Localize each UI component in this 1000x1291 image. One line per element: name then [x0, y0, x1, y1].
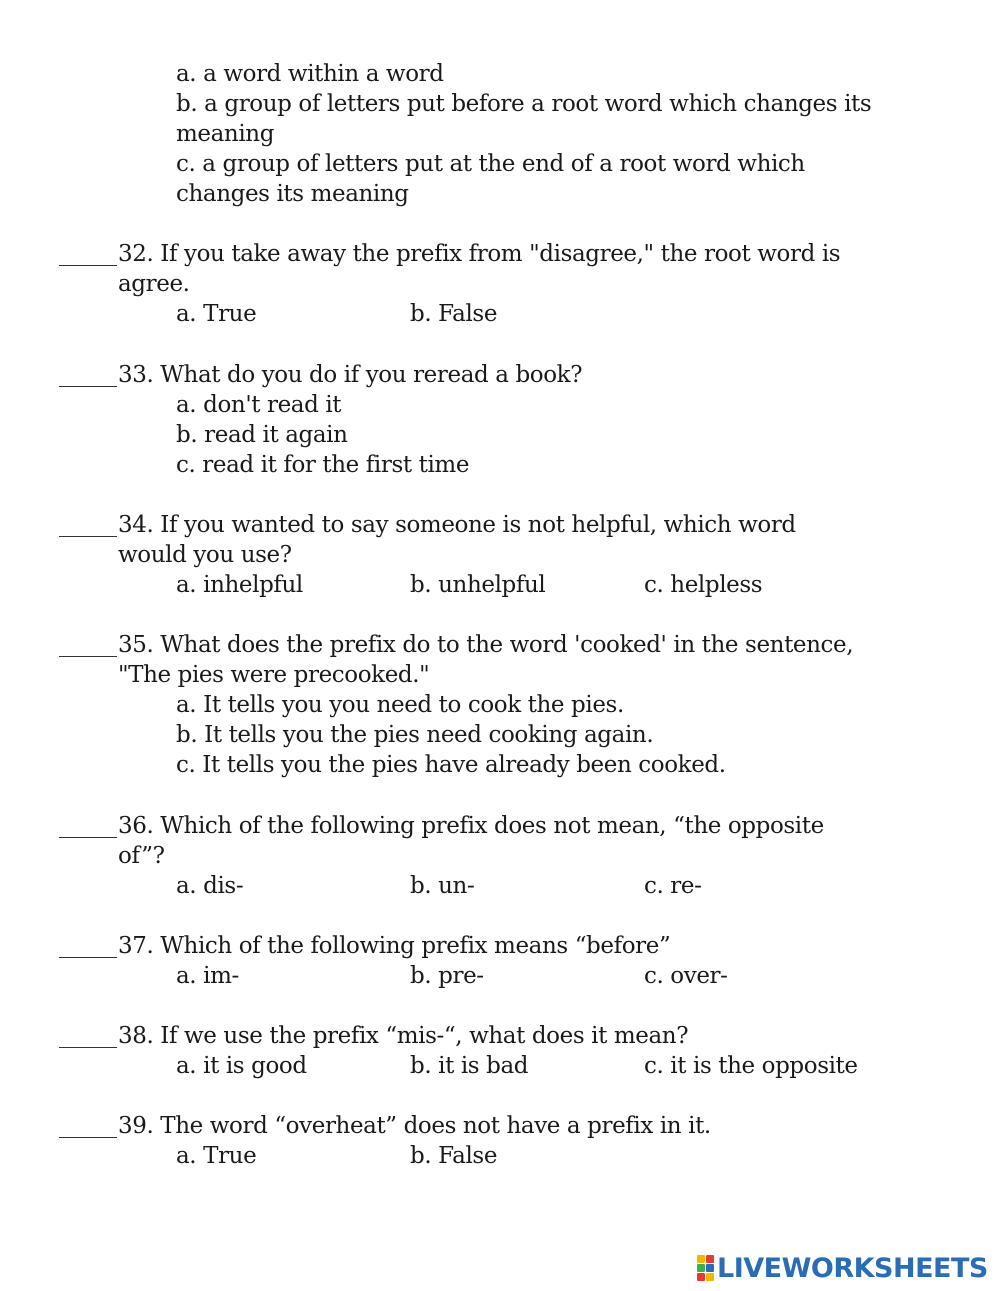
- q34-answer-blank[interactable]: [59, 536, 117, 537]
- q38-option-c: c. it is the opposite: [644, 1053, 858, 1079]
- q32-option-b: b. False: [410, 301, 498, 327]
- q32-answer-blank[interactable]: [59, 265, 117, 266]
- q35-option-b: b. It tells you the pies need cooking again.: [176, 722, 654, 748]
- q34-option-a: a. inhelpful: [176, 572, 303, 598]
- q36-answer-blank[interactable]: [59, 837, 117, 838]
- q33-option-b: b. read it again: [176, 422, 348, 448]
- q39-answer-blank[interactable]: [59, 1137, 117, 1138]
- q34-question-line1: 34. If you wanted to say someone is not helpful, which word: [118, 512, 796, 538]
- q36-question-line2: of”?: [118, 843, 165, 869]
- q37-question-line1: 37. Which of the following prefix means “before”: [118, 933, 671, 959]
- q31-option-a: a. a word within a word: [176, 61, 444, 87]
- q32-question-line2: agree.: [118, 271, 190, 297]
- q37-answer-blank[interactable]: [59, 957, 117, 958]
- q36-option-b: b. un-: [410, 873, 475, 899]
- q34-option-b: b. unhelpful: [410, 572, 546, 598]
- q36-option-c: c. re-: [644, 873, 702, 899]
- q38-option-a: a. it is good: [176, 1053, 307, 1079]
- q31-option-b-line2: meaning: [176, 121, 275, 147]
- liveworksheets-logo-text: LIVEWORKSHEETS: [717, 1252, 988, 1284]
- q39-option-a: a. True: [176, 1143, 257, 1169]
- q34-question-line2: would you use?: [118, 542, 292, 568]
- q31-option-b-line1: b. a group of letters put before a root word which changes its: [176, 91, 872, 117]
- q35-option-a: a. It tells you you need to cook the pies.: [176, 692, 624, 718]
- q31-option-c-line1: c. a group of letters put at the end of a root word which: [176, 151, 805, 177]
- q33-question-line1: 33. What do you do if you reread a book?: [118, 362, 583, 388]
- q37-option-b: b. pre-: [410, 963, 484, 989]
- liveworksheets-logo-icon: [697, 1255, 714, 1281]
- q36-option-a: a. dis-: [176, 873, 244, 899]
- q37-option-c: c. over-: [644, 963, 728, 989]
- q39-option-b: b. False: [410, 1143, 498, 1169]
- q34-option-c: c. helpless: [644, 572, 763, 598]
- q38-option-b: b. it is bad: [410, 1053, 529, 1079]
- q36-question-line1: 36. Which of the following prefix does not mean, “the opposite: [118, 813, 824, 839]
- q39-question-line1: 39. The word “overheat” does not have a prefix in it.: [118, 1113, 711, 1139]
- q32-question-line1: 32. If you take away the prefix from "disagree," the root word is: [118, 241, 841, 267]
- q37-option-a: a. im-: [176, 963, 239, 989]
- q38-answer-blank[interactable]: [59, 1047, 117, 1048]
- q32-option-a: a. True: [176, 301, 257, 327]
- liveworksheets-logo[interactable]: [697, 1253, 988, 1283]
- q35-question-line2: "The pies were precooked.": [118, 662, 430, 688]
- q35-question-line1: 35. What does the prefix do to the word 'cooked' in the sentence,: [118, 632, 854, 658]
- q35-answer-blank[interactable]: [59, 656, 117, 657]
- q33-answer-blank[interactable]: [59, 386, 117, 387]
- q38-question-line1: 38. If we use the prefix “mis-“, what does it mean?: [118, 1023, 689, 1049]
- q33-option-a: a. don't read it: [176, 392, 342, 418]
- q33-option-c: c. read it for the first time: [176, 452, 470, 478]
- q31-option-c-line2: changes its meaning: [176, 181, 409, 207]
- q35-option-c: c. It tells you the pies have already been cooked.: [176, 752, 726, 778]
